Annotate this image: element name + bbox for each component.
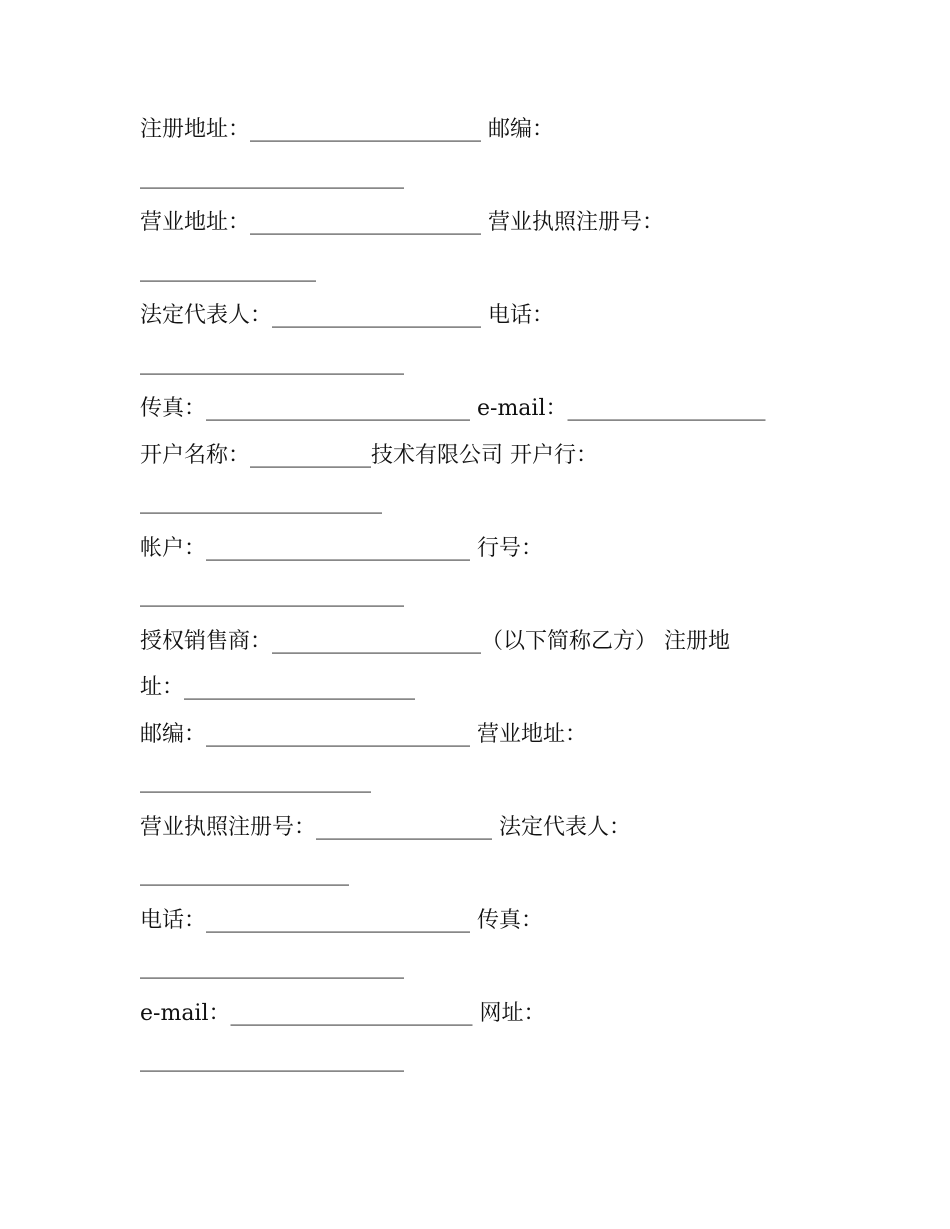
- phone-blank-line: ________________________: [140, 349, 404, 375]
- seller-representative-blank-line: ___________________: [140, 861, 349, 886]
- bank-number-blank-line: ________________________: [140, 582, 404, 607]
- seller-fax-blank-line: ________________________: [140, 954, 404, 979]
- account-name-line: 开户名称：___________技术有限公司 开户行：: [140, 442, 598, 468]
- business-address-line: 营业地址：_____________________ 营业执照注册号：: [140, 210, 664, 235]
- seller-registered-address-line: 址：_____________________: [140, 675, 416, 700]
- fax-email-line: 传真：________________________ e-mail：__________________: [140, 396, 766, 421]
- license-number-blank-line: ________________: [140, 256, 316, 282]
- authorized-seller-line: 授权销售商：___________________（以下简称乙方） 注册地: [140, 628, 730, 654]
- registered-address-line: 注册地址：_____________________ 邮编：: [140, 117, 554, 142]
- document-body: [140, 107, 800, 1084]
- seller-email-line: e-mail：______________________ 网址：: [140, 1000, 546, 1026]
- bank-blank-line: ______________________: [140, 489, 382, 514]
- seller-phone-line: 电话：________________________ 传真：: [140, 907, 543, 933]
- seller-website-blank-line: ________________________: [140, 1047, 404, 1072]
- seller-license-number-line: 营业执照注册号：________________ 法定代表人：: [140, 814, 631, 840]
- seller-postal-code-line: 邮编：________________________ 营业地址：: [140, 721, 587, 747]
- postal-code-blank-line: ________________________: [140, 163, 404, 189]
- legal-representative-line: 法定代表人：___________________ 电话：: [140, 303, 554, 328]
- seller-business-address-blank-line: _____________________: [140, 768, 371, 793]
- account-line: 帐户：________________________ 行号：: [140, 535, 543, 561]
